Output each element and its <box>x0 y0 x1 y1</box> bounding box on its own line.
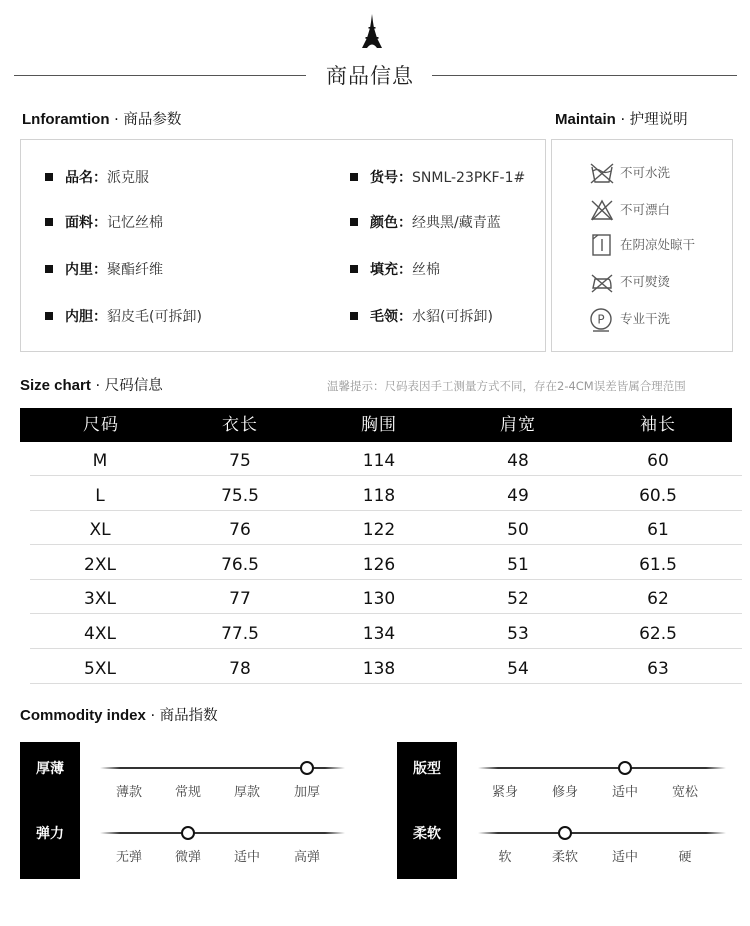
size-chart-note: 温馨提示：尺码表因手工测量方式不同，存在2-4CM误差皆属合理范围 <box>327 379 686 393</box>
cell-length: 78 <box>229 658 251 679</box>
size-chart-heading-en: Size chart <box>20 377 91 394</box>
col-chest-header: 胸围 <box>361 415 397 435</box>
cell-size: L <box>95 485 105 506</box>
col-shoulder-header: 肩宽 <box>500 415 536 435</box>
index-option: 薄款 <box>115 785 142 800</box>
index-option: 无弹 <box>115 850 142 865</box>
index-marker <box>618 761 632 775</box>
cell-shoulder: 48 <box>507 451 529 471</box>
index-option: 紧身 <box>491 785 518 800</box>
cell-chest: 126 <box>362 554 396 575</box>
shade-dry-icon <box>590 234 614 256</box>
cell-length: 76 <box>229 520 251 541</box>
index-marker <box>558 826 572 840</box>
index-label: 弹力 <box>36 826 64 842</box>
care-heading-en: Maintain <box>555 111 616 128</box>
care-heading <box>555 108 688 129</box>
param-lining: 内里：聚酯纤维 <box>45 259 163 279</box>
cell-shoulder: 50 <box>507 520 529 541</box>
table-row <box>30 615 742 649</box>
table-row <box>30 442 742 476</box>
cell-chest: 130 <box>362 589 396 610</box>
index-option: 柔软 <box>551 850 578 865</box>
param-color: 颜色：经典黑/藏青蓝 <box>350 212 501 232</box>
cell-length: 75.5 <box>221 485 259 506</box>
index-option: 微弹 <box>174 850 201 865</box>
size-chart-heading-cn: · 尺码信息 <box>95 378 163 394</box>
param-item-no: 货号：SNML-23PKF-1# <box>350 167 525 187</box>
index-option: 软 <box>498 850 512 865</box>
index-option: 适中 <box>233 850 260 865</box>
info-heading-en: Lnforamtion <box>22 111 110 128</box>
cell-size: 5XL <box>84 658 116 679</box>
cell-sleeve: 62.5 <box>639 624 677 644</box>
professional-dry-clean-icon <box>590 308 614 332</box>
cell-shoulder: 54 <box>507 658 529 679</box>
table-row <box>30 580 742 614</box>
index-option: 加厚 <box>293 785 320 800</box>
eiffel-tower-icon <box>360 14 384 48</box>
index-option: 修身 <box>551 785 578 800</box>
commodity-heading-en: Commodity index <box>20 707 146 724</box>
cell-chest: 138 <box>362 658 396 679</box>
index-option: 常规 <box>174 785 201 800</box>
index-scale-line <box>478 832 726 834</box>
row-divider <box>30 683 742 684</box>
param-collar: 毛领：水貂(可拆卸) <box>350 306 493 326</box>
index-label: 厚薄 <box>36 761 64 777</box>
index-marker <box>181 826 195 840</box>
no-bleach-icon <box>590 199 614 221</box>
commodity-heading-cn: · 商品指数 <box>150 708 218 724</box>
table-row <box>30 546 742 580</box>
col-sleeve-header: 袖长 <box>640 415 676 435</box>
cell-length: 77 <box>229 589 251 610</box>
cell-sleeve: 60.5 <box>639 485 677 506</box>
param-inner: 内胆：貂皮毛(可拆卸) <box>45 306 202 326</box>
col-size-header: 尺码 <box>83 415 119 435</box>
cell-length: 77.5 <box>221 624 259 644</box>
info-heading <box>22 108 181 129</box>
cell-sleeve: 60 <box>647 451 669 471</box>
cell-sleeve: 62 <box>647 589 669 610</box>
index-scale-line <box>100 832 345 834</box>
col-length-header: 衣长 <box>222 415 258 435</box>
cell-shoulder: 51 <box>507 554 529 575</box>
index-marker <box>300 761 314 775</box>
index-option: 硬 <box>678 850 692 865</box>
no-iron-icon <box>590 271 614 293</box>
care-heading-cn: · 护理说明 <box>620 112 688 128</box>
size-chart-heading <box>20 374 163 395</box>
no-wash-icon <box>590 162 614 184</box>
cell-shoulder: 49 <box>507 485 529 506</box>
index-label: 柔软 <box>413 826 441 842</box>
param-name: 品名：派克服 <box>45 167 149 187</box>
param-filling: 填充：丝棉 <box>350 259 440 279</box>
cell-shoulder: 52 <box>507 589 529 610</box>
index-option: 适中 <box>611 850 638 865</box>
cell-chest: 122 <box>362 520 396 541</box>
index-option: 宽松 <box>671 785 698 800</box>
cell-length: 76.5 <box>221 554 259 575</box>
cell-size: 3XL <box>84 589 116 610</box>
index-option: 高弹 <box>293 850 320 865</box>
cell-chest: 114 <box>362 451 396 471</box>
cell-chest: 134 <box>362 624 396 644</box>
table-row <box>30 477 742 511</box>
cell-sleeve: 61.5 <box>639 554 677 575</box>
cell-size: M <box>92 451 108 471</box>
page-title: 商品信息 <box>326 64 414 88</box>
index-label: 版型 <box>413 761 441 777</box>
param-fabric: 面料：记忆丝棉 <box>45 212 163 232</box>
index-option: 适中 <box>611 785 638 800</box>
commodity-heading <box>20 704 218 725</box>
table-row <box>30 511 742 545</box>
cell-size: 4XL <box>84 624 116 644</box>
cell-shoulder: 53 <box>507 624 529 644</box>
cell-chest: 118 <box>362 485 396 506</box>
index-scale-line <box>478 767 726 769</box>
cell-sleeve: 63 <box>647 658 669 679</box>
svg-text:P: P <box>597 312 605 327</box>
size-table-header <box>20 408 732 442</box>
cell-length: 75 <box>229 451 251 471</box>
cell-size: 2XL <box>84 554 116 575</box>
cell-sleeve: 61 <box>647 520 669 541</box>
cell-size: XL <box>89 520 111 541</box>
index-option: 厚款 <box>233 785 260 800</box>
info-heading-cn: · 商品参数 <box>114 112 182 128</box>
table-row <box>30 650 742 684</box>
